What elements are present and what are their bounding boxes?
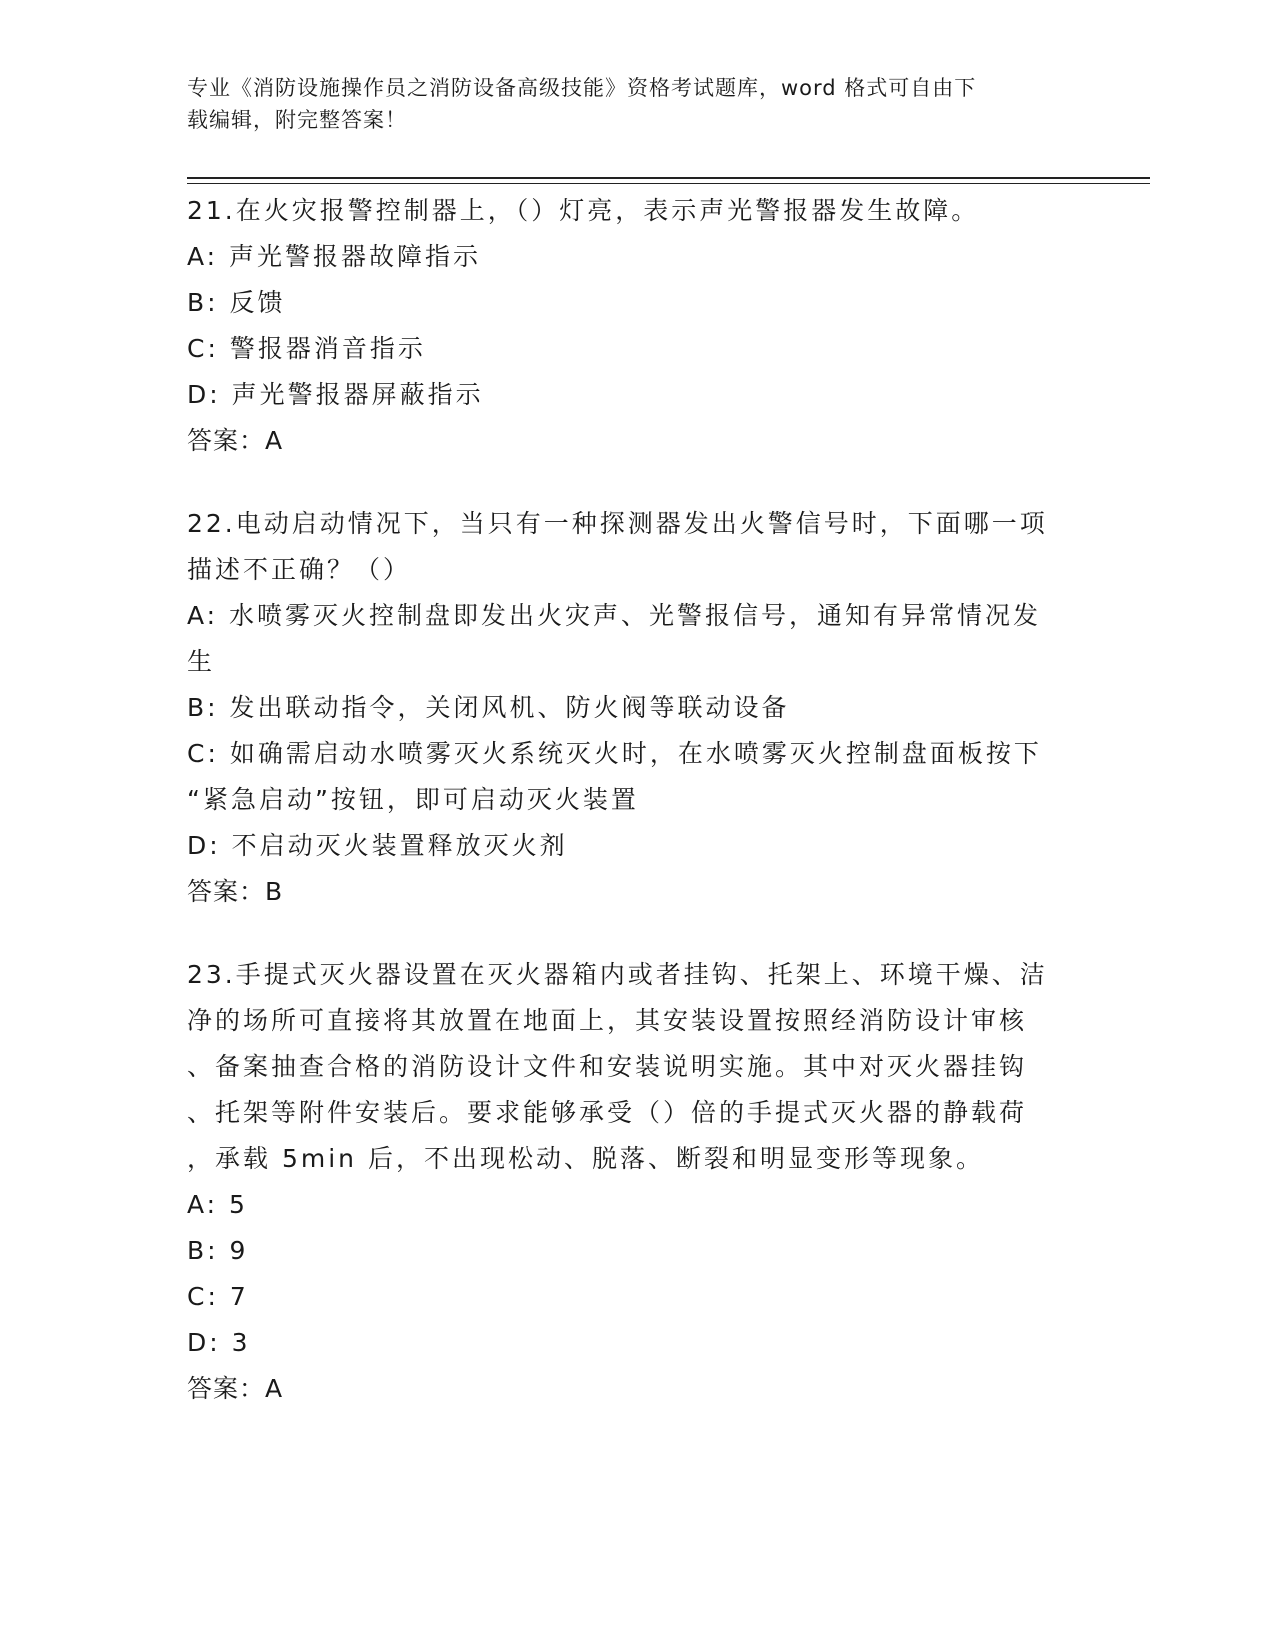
answer-line: 答案：A — [187, 426, 284, 455]
header-divider-thick — [187, 177, 1150, 179]
question-stem-line: 净的场所可直接将其放置在地面上，其安装设置按照经消防设计审核 — [187, 1006, 1028, 1035]
question-stem-line: ，承载 5min 后，不出现松动、脱落、断裂和明显变形等现象。 — [187, 1144, 984, 1173]
option-line: C: 警报器消音指示 — [187, 334, 426, 363]
option-line: C: 如确需启动水喷雾灭火系统灭火时，在水喷雾灭火控制盘面板按下 — [187, 739, 1042, 768]
question-stem-line: 22.电动启动情况下，当只有一种探测器发出火警信号时，下面哪一项 — [187, 509, 1048, 538]
question-stem-line: 描述不正确？（） — [187, 555, 412, 584]
option-line: B: 发出联动指令，关闭风机、防火阀等联动设备 — [187, 693, 790, 722]
option-line: A: 5 — [187, 1190, 248, 1219]
document-header — [187, 72, 1067, 136]
question-stem-line: 、托架等附件安装后。要求能够承受（）倍的手提式灭火器的静载荷 — [187, 1098, 1028, 1127]
answer-line: 答案：B — [187, 877, 284, 906]
option-line: D: 声光警报器屏蔽指示 — [187, 380, 484, 409]
option-line: C: 7 — [187, 1282, 249, 1311]
option-line: 生 — [187, 647, 216, 676]
question-block — [187, 952, 1067, 1412]
question-block — [187, 501, 1067, 915]
question-stem-line: 23.手提式灭火器设置在灭火器箱内或者挂钩、托架上、环境干燥、洁 — [187, 960, 1048, 989]
option-line: B: 反馈 — [187, 288, 286, 317]
question-list — [187, 188, 1067, 1449]
header-line-1: 专业《消防设施操作员之消防设备高级技能》资格考试题库，word 格式可自由下 — [187, 76, 977, 100]
option-line: “紧急启动”按钮，即可启动灭火装置 — [187, 785, 639, 814]
option-line: A: 声光警报器故障指示 — [187, 242, 482, 271]
question-block — [187, 188, 1067, 464]
question-stem-line: 、备案抽查合格的消防设计文件和安装说明实施。其中对灭火器挂钩 — [187, 1052, 1028, 1081]
option-line: A: 水喷雾灭火控制盘即发出火灾声、光警报信号，通知有异常情况发 — [187, 601, 1042, 630]
header-divider-thin — [187, 183, 1150, 184]
option-line: B: 9 — [187, 1236, 249, 1265]
question-stem-line: 21.在火灾报警控制器上，（）灯亮，表示声光警报器发生故障。 — [187, 196, 980, 225]
option-line: D: 3 — [187, 1328, 251, 1357]
option-line: D: 不启动灭火装置释放灭火剂 — [187, 831, 568, 860]
header-line-2: 载编辑，附完整答案！ — [187, 108, 407, 132]
answer-line: 答案：A — [187, 1374, 284, 1403]
